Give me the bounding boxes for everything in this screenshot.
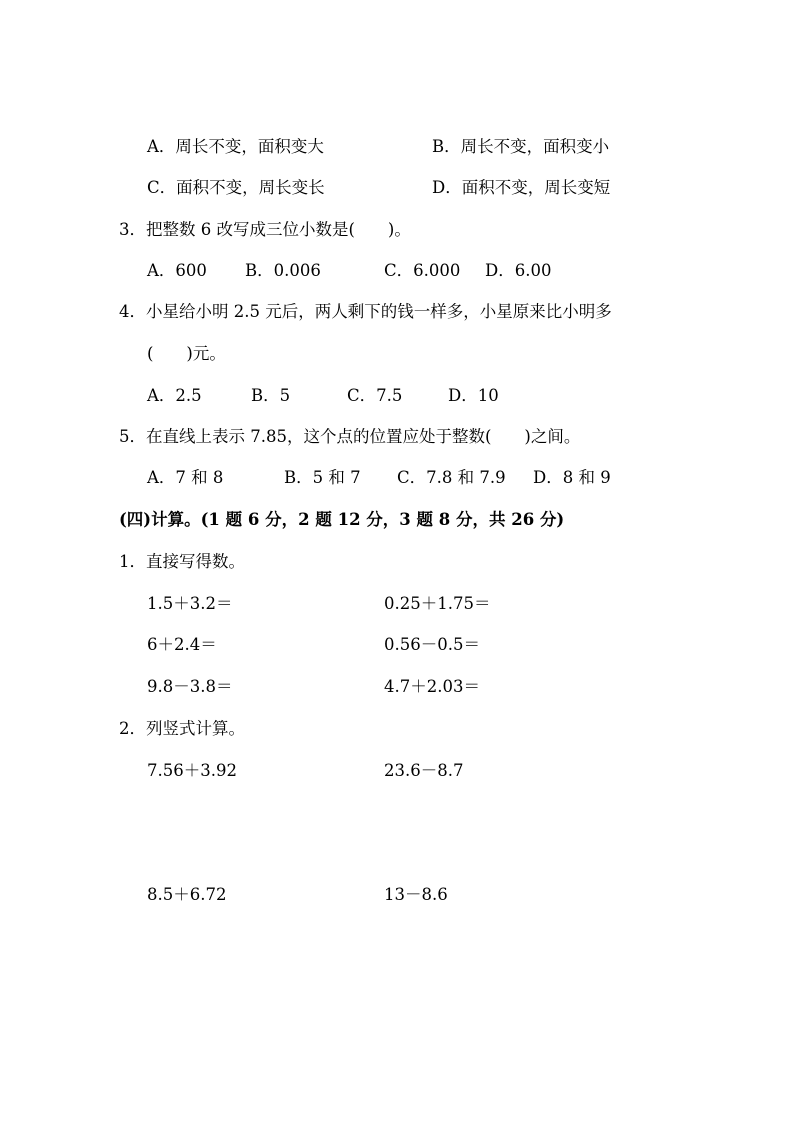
q5-option-b: B．5 和 7: [284, 468, 361, 487]
q2-option-b: B．周长不变，面积变小: [432, 137, 610, 156]
q2-option-c: C．面积不变，周长变长: [147, 178, 325, 197]
q4-stem-line2: ( )元。: [147, 344, 226, 363]
calc1-item: 4.7＋2.03＝: [384, 677, 480, 696]
q3-stem: 3．把整数 6 改写成三位小数是( )。: [119, 220, 411, 239]
q2-option-d: D．面积不变，周长变短: [432, 178, 611, 197]
q4-option-a: A．2.5: [147, 386, 202, 405]
q5-option-c: C．7.8 和 7.9: [397, 468, 506, 487]
calc2-item: 23.6－8.7: [384, 761, 464, 780]
q4-stem-line1: 4．小星给小明 2.5 元后，两人剩下的钱一样多，小星原来比小明多: [119, 302, 612, 321]
q3-option-c: C．6.000: [384, 261, 461, 280]
q2-option-a: A．周长不变，面积变大: [147, 137, 324, 156]
q3-option-d: D．6.00: [485, 261, 552, 280]
calc2-item: 7.56＋3.92: [147, 761, 237, 780]
calc2-stem: 2．列竖式计算。: [119, 719, 245, 738]
q3-option-a: A．600: [147, 261, 207, 280]
section-heading: (四)计算。(1 题 6 分，2 题 12 分，3 题 8 分，共 26 分): [119, 510, 565, 529]
calc1-stem: 1．直接写得数。: [119, 552, 245, 571]
calc1-item: 6＋2.4＝: [147, 635, 217, 654]
calc2-item: 13－8.6: [384, 885, 448, 904]
q3-option-b: B．0.006: [245, 261, 321, 280]
calc1-item: 9.8－3.8＝: [147, 677, 233, 696]
calc2-item: 8.5＋6.72: [147, 885, 227, 904]
calc1-item: 1.5＋3.2＝: [147, 594, 233, 613]
calc1-item: 0.25＋1.75＝: [384, 594, 491, 613]
q5-option-a: A．7 和 8: [147, 468, 224, 487]
q4-option-c: C．7.5: [347, 386, 403, 405]
q4-option-b: B．5: [251, 386, 291, 405]
q5-option-d: D．8 和 9: [533, 468, 611, 487]
q4-option-d: D．10: [448, 386, 499, 405]
q5-stem: 5．在直线上表示 7.85，这个点的位置应处于整数( )之间。: [119, 427, 581, 446]
calc1-item: 0.56－0.5＝: [384, 635, 480, 654]
